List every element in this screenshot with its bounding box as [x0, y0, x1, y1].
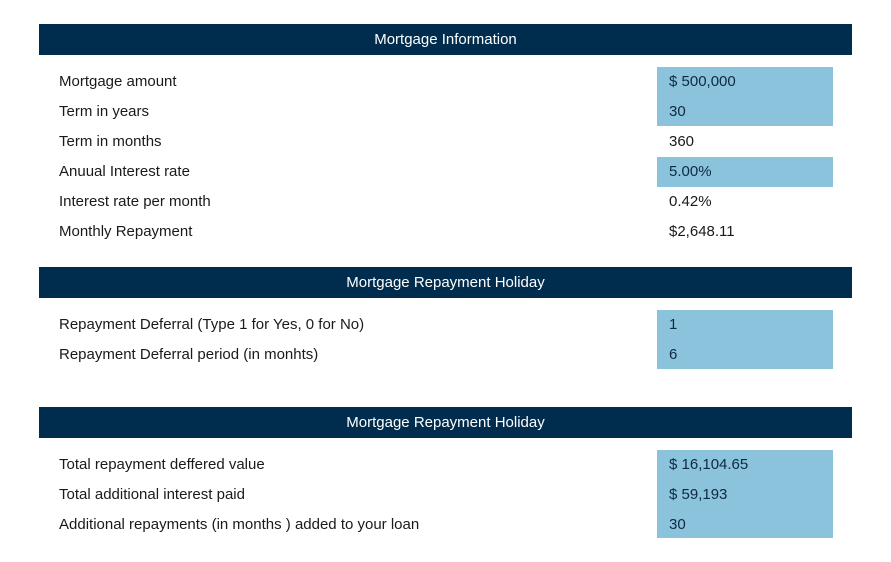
mortgage-information-header: Mortgage Information [39, 24, 852, 55]
monthly-interest-rate-row [59, 187, 833, 217]
term-months-label: Term in months [59, 133, 162, 150]
monthly-interest-rate-value: 0.42% [669, 193, 712, 210]
deferral-period-row [59, 340, 833, 370]
repayment-deferral-input[interactable]: 1 [657, 310, 833, 340]
additional-interest-value: $ 59,193 [657, 480, 833, 510]
monthly-repayment-value: $2,648.11 [669, 223, 735, 240]
annual-interest-rate-label: Anuual Interest rate [59, 163, 190, 180]
mortgage-amount-label: Mortgage amount [59, 73, 177, 90]
term-years-label: Term in years [59, 103, 150, 120]
additional-repayments-row [59, 510, 833, 540]
additional-interest-row [59, 480, 833, 510]
annual-interest-rate-input[interactable]: 5.00% [657, 157, 833, 187]
total-deferred-label: Total repayment deffered value [59, 456, 265, 473]
deferral-period-input[interactable]: 6 [657, 340, 833, 369]
total-deferred-value: $ 16,104.65 [657, 450, 833, 480]
repayment-deferral-label: Repayment Deferral (Type 1 for Yes, 0 for No) [59, 316, 365, 333]
repayment-deferral-row [59, 310, 833, 340]
term-months-value: 360 [669, 133, 695, 150]
repayment-holiday-results-header: Mortgage Repayment Holiday [39, 407, 852, 438]
additional-repayments-value: 30 [657, 510, 833, 538]
additional-repayments-label: Additional repayments (in months ) added to your loan [59, 516, 420, 533]
monthly-interest-rate-label: Interest rate per month [59, 193, 211, 210]
mortgage-amount-input[interactable]: $ 500,000 [657, 67, 833, 97]
term-years-input[interactable]: 30 [657, 97, 833, 126]
deferral-period-label: Repayment Deferral period (in monhts) [59, 346, 319, 363]
monthly-repayment-label: Monthly Repayment [59, 223, 193, 240]
repayment-holiday-header: Mortgage Repayment Holiday [39, 267, 852, 298]
term-years-row [59, 97, 833, 127]
mortgage-amount-row [59, 67, 833, 97]
term-months-row [59, 127, 833, 157]
monthly-repayment-row [59, 217, 833, 247]
additional-interest-label: Total additional interest paid [59, 486, 245, 503]
total-deferred-row [59, 450, 833, 480]
annual-interest-rate-row [59, 157, 833, 187]
